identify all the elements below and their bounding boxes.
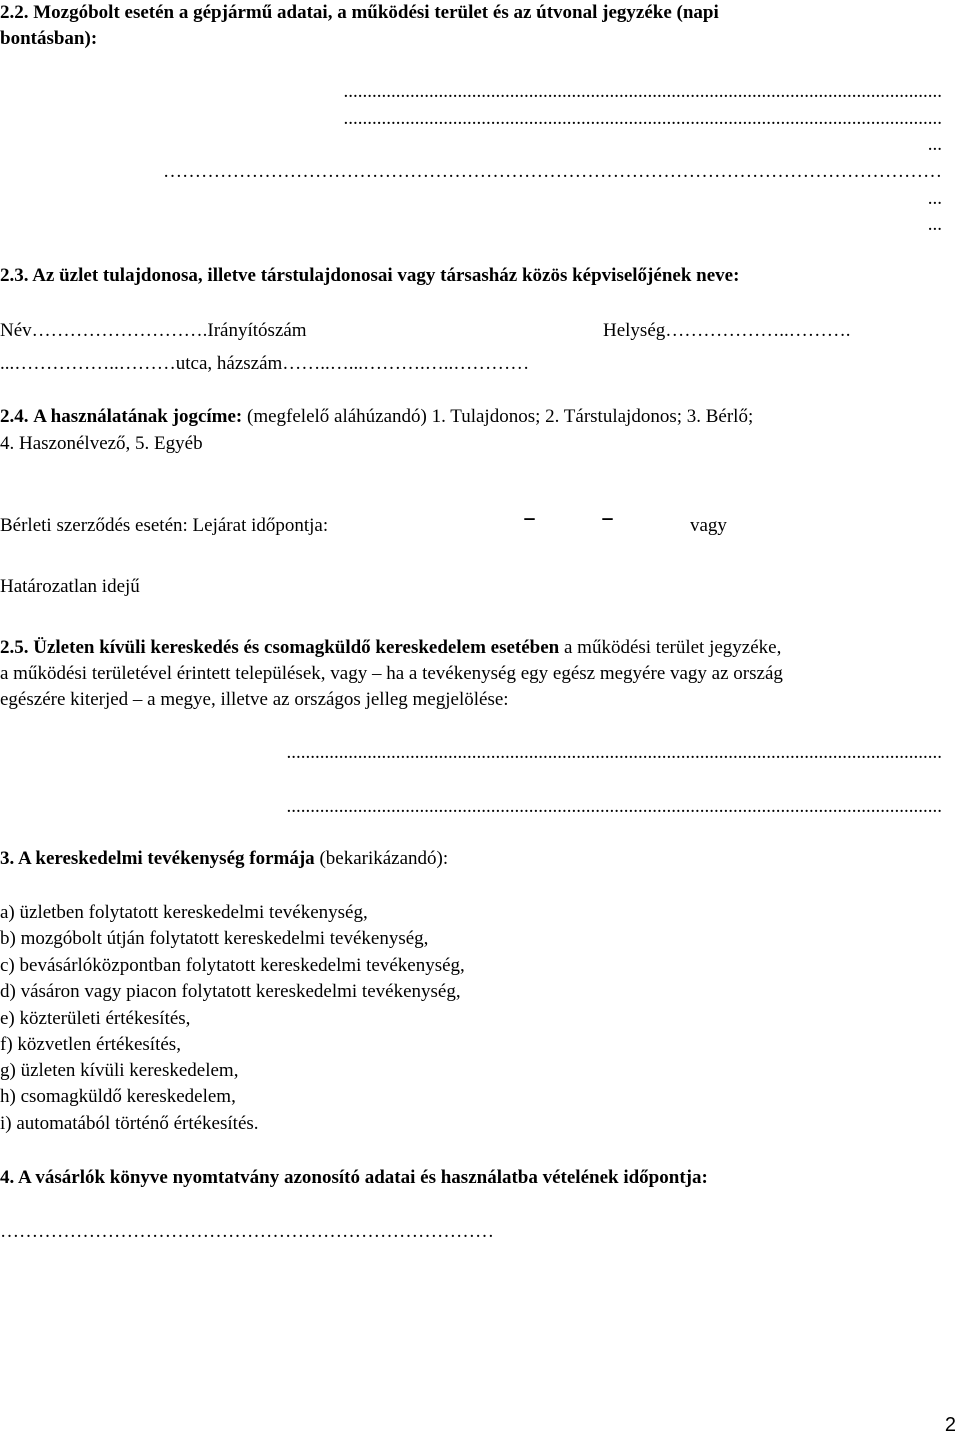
fill-line[interactable]: …………………………………………………………………… (0, 1221, 494, 1242)
option-g[interactable]: g) üzleten kívüli kereskedelem, (0, 1060, 239, 1081)
lease-expiry-label: Bérleti szerződés esetén: Lejárat időpontja: (0, 515, 329, 536)
section-2-4-line-2: 4. Haszonélvező, 5. Egyéb (0, 433, 203, 454)
option-b[interactable]: b) mozgóbolt útján folytatott kereskedelmi tevékenység, (0, 928, 429, 949)
street-line[interactable]: ...……………..………utca, házszám……..…...……….…..………… (0, 353, 530, 374)
section-2-5-line-2: a működési területével érintett települések, vagy – ha a tevékenység egy egész megyére vagy az ország (0, 663, 783, 684)
fill-line[interactable]: .......................................................................................................................................... (286, 796, 942, 817)
section-4-heading: 4. A vásárlók könyve nyomtatvány azonosító adatai és használatba vételének időpontja: (0, 1167, 708, 1188)
option-d[interactable]: d) vásáron vagy piacon folytatott kereskedelmi tevékenység, (0, 981, 461, 1002)
section-2-3-heading: 2.3. Az üzlet tulajdonosa, illetve társtulajdonosai vagy társasház közös képviselőjének neve: (0, 265, 740, 286)
option-a[interactable]: a) üzletben folytatott kereskedelmi tevékenység, (0, 902, 368, 923)
fill-line[interactable]: ... (927, 188, 942, 209)
section-3-heading: 3. A kereskedelmi tevékenység formája (bekarikázandó): (0, 848, 449, 869)
option-f[interactable]: f) közvetlen értékesítés, (0, 1034, 181, 1055)
option-i[interactable]: i) automatából történő értékesítés. (0, 1113, 259, 1134)
fill-line[interactable]: ... (927, 134, 942, 155)
date-separator: – (601, 503, 614, 533)
section-2-5-line-1: 2.5. Üzleten kívüli kereskedés és csomagküldő kereskedelem esetében a működési terület jegyzéke, (0, 637, 782, 658)
section-2-2-heading-line-1: 2.2. Mozgóbolt esetén a gépjármű adatai, a működési terület és az útvonal jegyzéke (napi (0, 2, 719, 23)
option-h[interactable]: h) csomagküldő kereskedelem, (0, 1086, 236, 1107)
option-c[interactable]: c) bevásárlóközpontban folytatott kereskedelmi tevékenység, (0, 955, 465, 976)
or-label: vagy (690, 515, 727, 536)
fill-line[interactable]: …………………………………………………………………………………………………………… (163, 161, 942, 182)
fill-line[interactable]: ... (927, 214, 942, 235)
page-number: 2 (944, 1414, 956, 1436)
name-zip-line[interactable]: Név……………………….Irányítószám (0, 320, 307, 341)
date-separator: – (523, 503, 536, 533)
fill-line[interactable]: .............................................................................................................................. (343, 108, 942, 129)
section-2-5-line-3: egészére kiterjed – a megye, illetve az országos jelleg megjelölése: (0, 689, 509, 710)
fill-line[interactable]: .............................................................................................................................. (343, 81, 942, 102)
fill-line[interactable]: .......................................................................................................................................... (286, 742, 942, 763)
option-e[interactable]: e) közterületi értékesítés, (0, 1008, 191, 1029)
section-2-2-heading-line-2: bontásban): (0, 28, 98, 49)
city-line[interactable]: Helység………………..………. (603, 320, 851, 341)
section-2-4-line-1: 2.4. A használatának jogcíme: (megfelelő aláhúzandó) 1. Tulajdonos; 2. Társtulajdonos; 3. Bérlő; (0, 406, 754, 427)
indefinite-label: Határozatlan idejű (0, 576, 140, 597)
